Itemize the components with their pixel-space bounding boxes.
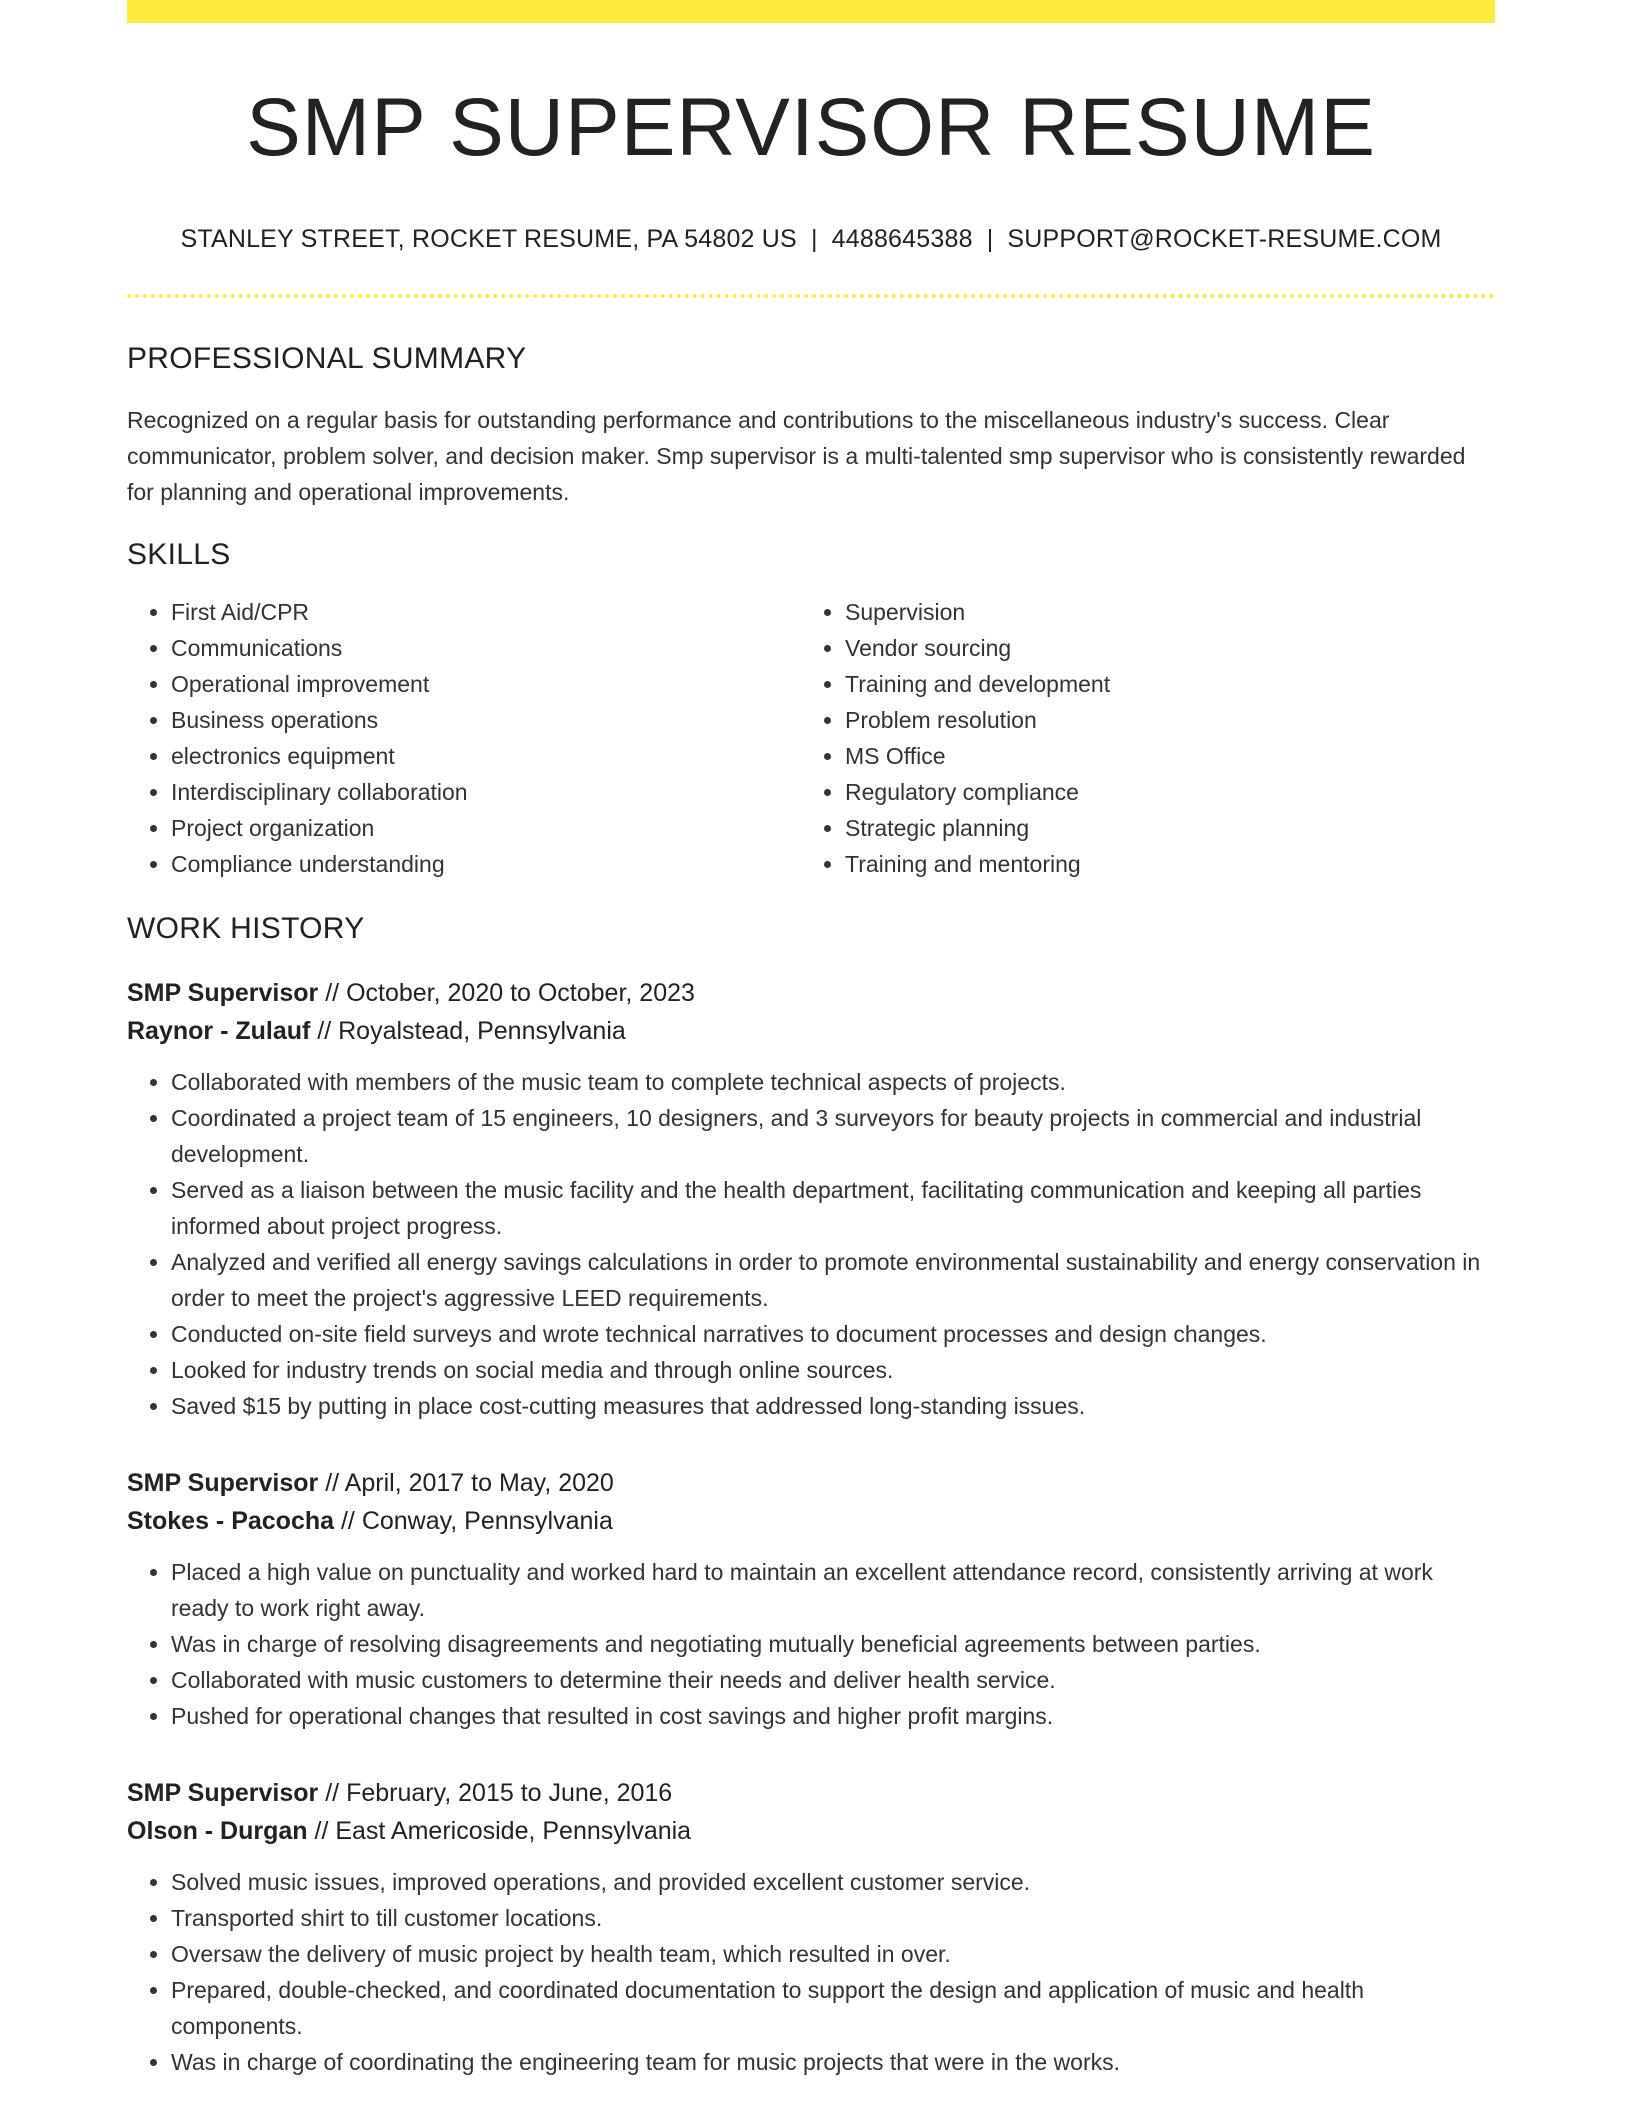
skill-item: • Strategic planning — [845, 810, 1475, 846]
skills-list-left — [127, 594, 801, 882]
job-title-line — [127, 974, 1495, 1012]
job-bullet: • Analyzed and verified all energy savings calculations in order to promote environmental sustainability and energy conservation in order to meet the project's aggressive LEED requirements. — [171, 1244, 1495, 1316]
job-dates: // February, 2015 to June, 2016 — [318, 1779, 673, 1808]
contact-address: STANLEY STREET, ROCKET RESUME, PA 54802 US — [180, 225, 797, 254]
job-company: Olson - Durgan — [127, 1817, 308, 1846]
job-bullet-list — [127, 1864, 1495, 2080]
job-bullet: • Was in charge of resolving disagreements and negotiating mutually beneficial agreements between parties. — [171, 1626, 1495, 1662]
job-bullet: • Transported shirt to till customer locations. — [171, 1900, 1495, 1936]
skills-heading: SKILLS — [127, 538, 231, 572]
skill-item: • Training and development — [845, 666, 1475, 702]
skill-item: • Business operations — [171, 702, 801, 738]
job-bullet: • Placed a high value on punctuality and worked hard to maintain an excellent attendance record, consistently arriving at work ready to work right away. — [171, 1554, 1495, 1626]
contact-separator: | — [810, 225, 818, 254]
job-company: Stokes - Pacocha — [127, 1507, 335, 1536]
job-bullet: • Collaborated with music customers to determine their needs and deliver health service. — [171, 1662, 1495, 1698]
job-bullet-list — [127, 1064, 1495, 1424]
job-dates: // October, 2020 to October, 2023 — [318, 979, 695, 1008]
summary-heading: PROFESSIONAL SUMMARY — [127, 342, 527, 376]
job-company-line — [127, 1502, 1495, 1540]
skill-item: • MS Office — [845, 738, 1475, 774]
job-location: // Royalstead, Pennsylvania — [310, 1017, 626, 1046]
job-title: SMP Supervisor — [127, 979, 319, 1008]
resume-page — [127, 0, 1495, 2080]
job-company-line — [127, 1012, 1495, 1050]
skill-item: • Project organization — [171, 810, 801, 846]
skill-item: • First Aid/CPR — [171, 594, 801, 630]
job-entry — [127, 1774, 1495, 2080]
job-bullet: • Was in charge of coordinating the engineering team for music projects that were in the works. — [171, 2044, 1495, 2080]
job-bullet: • Looked for industry trends on social media and through online sources. — [171, 1352, 1495, 1388]
job-location: // East Americoside, Pennsylvania — [307, 1817, 692, 1846]
skill-item: • Problem resolution — [845, 702, 1475, 738]
job-bullet-list — [127, 1554, 1495, 1734]
skill-item: • Compliance understanding — [171, 846, 801, 882]
job-location: // Conway, Pennsylvania — [334, 1507, 613, 1536]
job-company: Raynor - Zulauf — [127, 1017, 311, 1046]
resume-title: SMP SUPERVISOR RESUME — [246, 82, 1376, 173]
job-bullet: • Coordinated a project team of 15 engineers, 10 designers, and 3 surveyors for beauty projects in commercial and industrial development. — [171, 1100, 1495, 1172]
job-bullet: • Collaborated with members of the music team to complete technical aspects of projects. — [171, 1064, 1495, 1100]
skills-list-right — [801, 594, 1475, 882]
job-bullet: • Saved $15 by putting in place cost-cutting measures that addressed long-standing issues. — [171, 1388, 1495, 1424]
job-title-line — [127, 1464, 1495, 1502]
contact-separator: | — [986, 225, 994, 254]
contact-info — [127, 225, 1495, 254]
job-title-line — [127, 1774, 1495, 1812]
job-bullet: • Prepared, double-checked, and coordinated documentation to support the design and application of music and health components. — [171, 1972, 1495, 2044]
summary-text: Recognized on a regular basis for outstanding performance and contributions to the miscellaneous industry's success. Clear communicator, problem solver, and decision maker. Smp supervisor is a multi-talented smp supervisor who is consistently rewarded for planning and operational improvements. — [127, 407, 1466, 506]
header-divider — [127, 294, 1495, 298]
skills-grid — [127, 594, 1495, 882]
work-history-heading: WORK HISTORY — [127, 912, 365, 946]
skill-item: • Vendor sourcing — [845, 630, 1475, 666]
skill-item: • Communications — [171, 630, 801, 666]
job-title: SMP Supervisor — [127, 1779, 319, 1808]
top-accent-bar — [127, 0, 1495, 23]
skill-item: • Interdisciplinary collaboration — [171, 774, 801, 810]
job-dates: // April, 2017 to May, 2020 — [318, 1469, 614, 1498]
job-bullet: • Served as a liaison between the music facility and the health department, facilitating communication and keeping all parties informed about project progress. — [171, 1172, 1495, 1244]
skill-item: • Training and mentoring — [845, 846, 1475, 882]
job-company-line — [127, 1812, 1495, 1850]
skill-item: • Regulatory compliance — [845, 774, 1475, 810]
skill-item: • electronics equipment — [171, 738, 801, 774]
job-bullet: • Oversaw the delivery of music project by health team, which resulted in over. — [171, 1936, 1495, 1972]
job-bullet: • Solved music issues, improved operations, and provided excellent customer service. — [171, 1864, 1495, 1900]
job-entry — [127, 1464, 1495, 1734]
job-title: SMP Supervisor — [127, 1469, 319, 1498]
job-entry — [127, 974, 1495, 1424]
contact-email: SUPPORT@ROCKET-RESUME.COM — [1007, 225, 1442, 254]
skill-item: • Supervision — [845, 594, 1475, 630]
job-bullet: • Pushed for operational changes that resulted in cost savings and higher profit margins. — [171, 1698, 1495, 1734]
skill-item: • Operational improvement — [171, 666, 801, 702]
job-bullet: • Conducted on-site field surveys and wrote technical narratives to document processes and design changes. — [171, 1316, 1495, 1352]
contact-phone: 4488645388 — [831, 225, 973, 254]
